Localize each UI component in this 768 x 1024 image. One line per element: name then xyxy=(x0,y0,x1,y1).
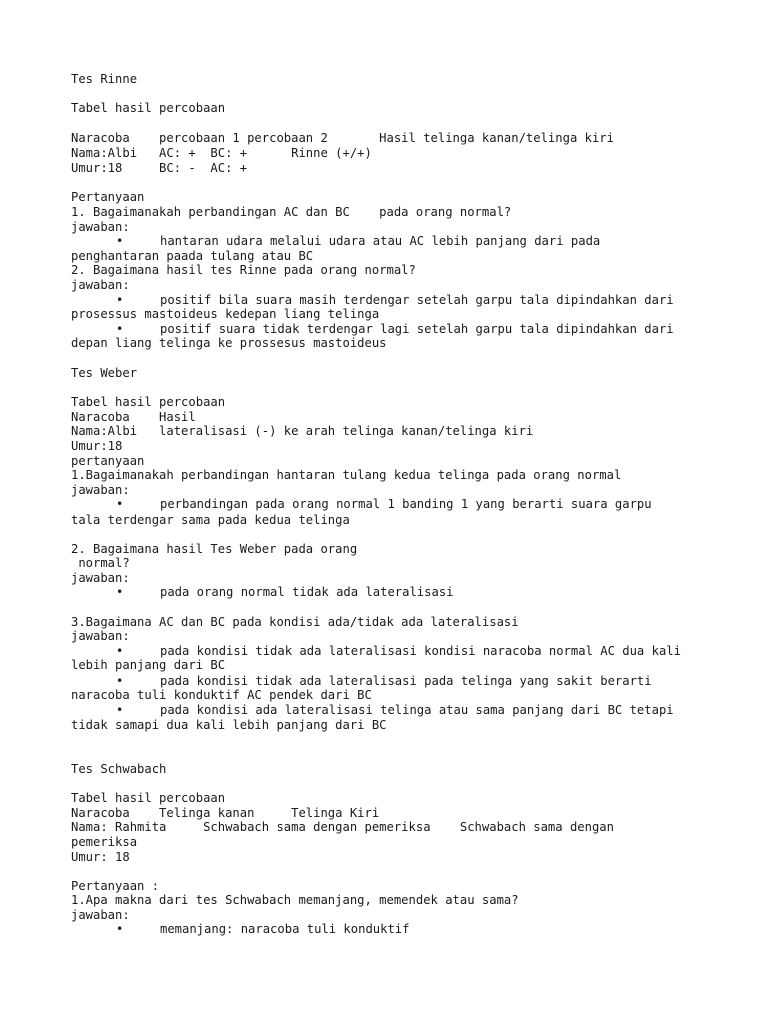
question: 1. Bagaimanakah perbandingan AC dan BC pada orang normal? xyxy=(71,205,512,219)
table-row: Naracoba Telinga kanan Telinga Kiri xyxy=(71,806,380,820)
table-row: Nama: Rahmita Schwabach sama dengan pemeriksa Schwabach sama dengan xyxy=(71,820,614,834)
answer-continuation: penghantaran paada tulang atau BC xyxy=(71,249,314,263)
bullet-icon: • xyxy=(116,322,124,336)
table-caption: Tabel hasil percobaan xyxy=(71,791,226,805)
answer-label: jawaban: xyxy=(71,571,130,585)
list-item: • positif bila suara masih terdengar setelah garpu tala dipindahkan dari xyxy=(116,293,674,307)
table-caption: Tabel hasil percobaan xyxy=(71,395,226,409)
question: 3.Bagaimana AC dan BC pada kondisi ada/tidak ada lateralisasi xyxy=(71,615,519,629)
questions-heading: Pertanyaan xyxy=(71,190,145,204)
answer-continuation: naracoba tuli konduktif AC pendek dari BC xyxy=(71,688,372,702)
answer-continuation: tala terdengar sama pada kedua telinga xyxy=(71,513,350,527)
question: 2. Bagaimana hasil tes Rinne pada orang normal? xyxy=(71,263,416,277)
table-row: Umur:18 xyxy=(71,439,123,453)
bullet-icon: • xyxy=(116,497,124,511)
bullet-icon: • xyxy=(116,703,124,717)
list-item: • perbandingan pada orang normal 1 banding 1 yang berarti suara garpu xyxy=(116,497,652,511)
bullet-icon: • xyxy=(116,922,124,936)
question: 1.Bagaimanakah perbandingan hantaran tulang kedua telinga pada orang normal xyxy=(71,468,622,482)
answer-label: jawaban: xyxy=(71,629,130,643)
section-title-weber: Tes Weber xyxy=(71,366,138,380)
question-continuation: normal? xyxy=(71,556,130,570)
table-row: Naracoba percobaan 1 percobaan 2 Hasil telinga kanan/telinga kiri xyxy=(71,131,614,145)
list-item: • pada orang normal tidak ada lateralisasi xyxy=(116,585,454,599)
answer-continuation: lebih panjang dari BC xyxy=(71,658,226,672)
answer-label: jawaban: xyxy=(71,278,130,292)
table-row: Naracoba Hasil xyxy=(71,410,196,424)
answer-label: jawaban: xyxy=(71,220,130,234)
list-item: • memanjang: naracoba tuli konduktif xyxy=(116,922,410,936)
bullet-icon: • xyxy=(116,293,124,307)
bullet-icon: • xyxy=(116,644,124,658)
question: 1.Apa makna dari tes Schwabach memanjang, memendek atau sama? xyxy=(71,893,519,907)
bullet-icon: • xyxy=(116,234,124,248)
list-item: • pada kondisi tidak ada lateralisasi kondisi naracoba normal AC dua kali xyxy=(116,644,681,658)
section-title-rinne: Tes Rinne xyxy=(71,72,138,86)
table-row: Umur: 18 xyxy=(71,850,130,864)
question: 2. Bagaimana hasil Tes Weber pada orang xyxy=(71,542,358,556)
answer-continuation: prosessus mastoideus kedepan liang telinga xyxy=(71,307,380,321)
list-item: • hantaran udara melalui udara atau AC lebih panjang dari pada xyxy=(116,234,601,248)
table-row: Nama:Albi AC: + BC: + Rinne (+/+) xyxy=(71,146,372,160)
questions-heading: pertanyaan xyxy=(71,454,145,468)
answer-label: jawaban: xyxy=(71,483,130,497)
table-row: Nama:Albi lateralisasi (-) ke arah telinga kanan/telinga kiri xyxy=(71,424,534,438)
table-caption: Tabel hasil percobaan xyxy=(71,101,226,115)
table-row: pemeriksa xyxy=(71,835,138,849)
list-item: • positif suara tidak terdengar lagi setelah garpu tala dipindahkan dari xyxy=(116,322,674,336)
section-title-schwabach: Tes Schwabach xyxy=(71,762,167,776)
table-row: Umur:18 BC: - AC: + xyxy=(71,161,248,175)
list-item: • pada kondisi tidak ada lateralisasi pada telinga yang sakit berarti xyxy=(116,674,652,688)
bullet-icon: • xyxy=(116,585,124,599)
answer-continuation: depan liang telinga ke prossesus mastoideus xyxy=(71,336,387,350)
list-item: • pada kondisi ada lateralisasi telinga atau sama panjang dari BC tetapi xyxy=(116,703,674,717)
bullet-icon: • xyxy=(116,674,124,688)
questions-heading: Pertanyaan : xyxy=(71,879,160,893)
answer-continuation: tidak samapi dua kali lebih panjang dari BC xyxy=(71,718,387,732)
answer-label: jawaban: xyxy=(71,908,130,922)
